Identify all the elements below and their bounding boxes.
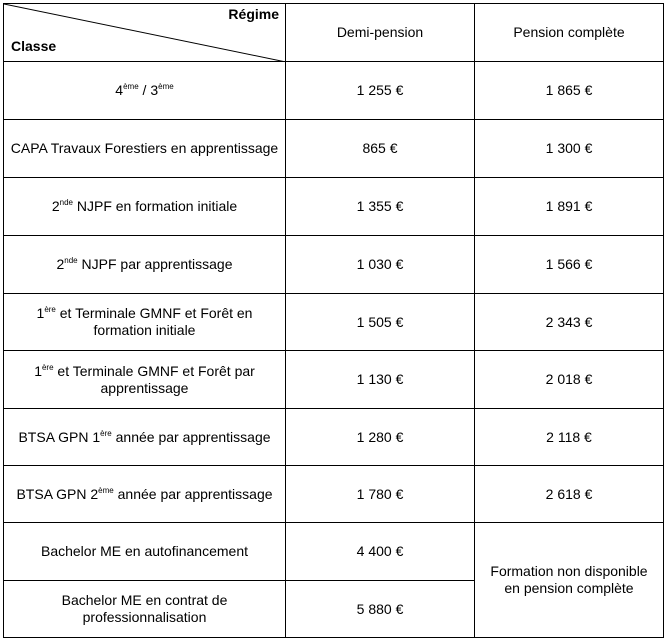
tuition-table	[3, 3, 664, 638]
table-row	[4, 62, 664, 120]
pension-complete-price: 1 300 €	[475, 120, 664, 178]
corner-header-cell	[4, 4, 286, 62]
demi-pension-price: 1 130 €	[286, 351, 475, 409]
class-cell: 1ère et Terminale GMNF et Forêt en formation initiale	[4, 294, 286, 351]
table-row	[4, 236, 664, 294]
pension-complete-price: 2 618 €	[475, 466, 664, 523]
demi-pension-price: 4 400 €	[286, 523, 475, 581]
class-cell: Bachelor ME en autofinancement	[4, 523, 286, 581]
class-cell: BTSA GPN 1ère année par apprentissage	[4, 409, 286, 466]
demi-pension-price: 5 880 €	[286, 581, 475, 638]
class-cell: 2nde NJPF en formation initiale	[4, 178, 286, 236]
class-cell: 1ère et Terminale GMNF et Forêt par apprentissage	[4, 351, 286, 409]
classe-label: Classe	[11, 38, 57, 54]
table-row	[4, 178, 664, 236]
demi-pension-price: 1 030 €	[286, 236, 475, 294]
pension-complete-unavailable: Formation non disponible en pension complète	[475, 523, 664, 638]
class-cell: 4ème / 3ème	[4, 62, 286, 120]
demi-pension-price: 865 €	[286, 120, 475, 178]
table-row	[4, 466, 664, 523]
demi-pension-header: Demi-pension	[286, 4, 475, 62]
table-row	[4, 351, 664, 409]
demi-pension-price: 1 355 €	[286, 178, 475, 236]
table-row	[4, 409, 664, 466]
pension-complete-price: 2 018 €	[475, 351, 664, 409]
pension-complete-price: 2 118 €	[475, 409, 664, 466]
regime-label: Régime	[228, 6, 279, 22]
pension-complete-price: 2 343 €	[475, 294, 664, 351]
header-row	[4, 4, 664, 62]
pension-complete-price: 1 891 €	[475, 178, 664, 236]
demi-pension-price: 1 255 €	[286, 62, 475, 120]
class-cell: BTSA GPN 2ème année par apprentissage	[4, 466, 286, 523]
table-row	[4, 523, 664, 581]
pension-complete-header: Pension complète	[475, 4, 664, 62]
table-row	[4, 120, 664, 178]
demi-pension-price: 1 505 €	[286, 294, 475, 351]
table-row	[4, 294, 664, 351]
demi-pension-price: 1 780 €	[286, 466, 475, 523]
class-cell: Bachelor ME en contrat de professionnalisation	[4, 581, 286, 638]
demi-pension-price: 1 280 €	[286, 409, 475, 466]
class-cell: 2nde NJPF par apprentissage	[4, 236, 286, 294]
pension-complete-price: 1 566 €	[475, 236, 664, 294]
pension-complete-price: 1 865 €	[475, 62, 664, 120]
class-cell: CAPA Travaux Forestiers en apprentissage	[4, 120, 286, 178]
